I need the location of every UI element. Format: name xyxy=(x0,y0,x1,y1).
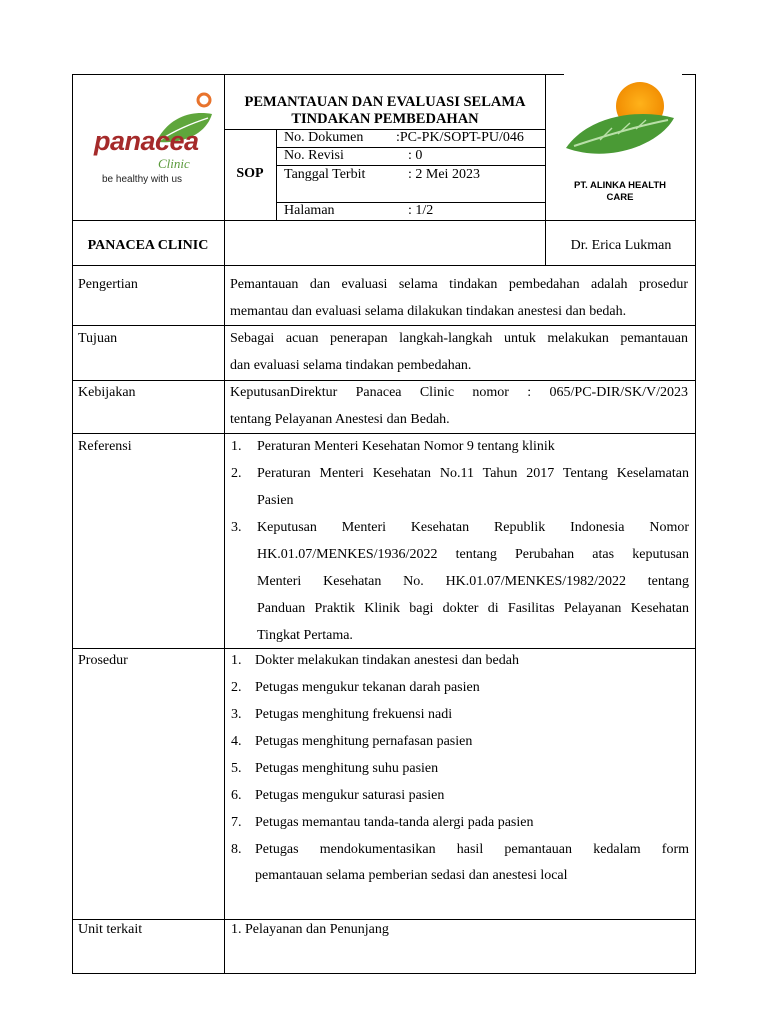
company-name xyxy=(560,180,680,204)
logo-name: panacea xyxy=(94,126,199,156)
section-label-unit-terkait: Unit terkait xyxy=(78,922,143,937)
section-label-referensi: Referensi xyxy=(78,439,132,454)
doc-number-value: :PC-PK/SOPT-PU/046 xyxy=(396,130,524,145)
revision-label: No. Revisi xyxy=(284,148,344,163)
rule xyxy=(72,973,696,974)
prosedur-item-1: Dokter melakukan tindakan anestesi dan bedah xyxy=(255,653,519,668)
referensi-item-3-line-1: Keputusan Menteri Kesehatan Republik Indonesia Nomor xyxy=(257,520,689,535)
rule xyxy=(276,129,277,221)
section-label-pengertian: Pengertian xyxy=(78,277,138,292)
pengertian-line-2: memantau dan evaluasi selama dilakukan tindakan anestesi dan bedah. xyxy=(230,304,627,319)
issue-date-value: : 2 Mei 2023 xyxy=(408,167,480,182)
prosedur-num-1: 1. xyxy=(231,653,242,668)
referensi-num-3: 3. xyxy=(231,520,242,535)
unit-terkait-value: 1. Pelayanan dan Penunjang xyxy=(231,922,389,937)
kebijakan-line-2: tentang Pelayanan Anestesi dan Bedah. xyxy=(230,412,450,427)
rule xyxy=(695,74,696,974)
referensi-item-3-line-4: Panduan Praktik Klinik bagi dokter di Fasilitas Pelayanan Kesehatan xyxy=(257,601,689,616)
prosedur-item-4: Petugas menghitung pernafasan pasien xyxy=(255,734,473,749)
prosedur-num-5: 5. xyxy=(231,761,242,776)
page-label: Halaman xyxy=(284,203,335,218)
doc-number-label: No. Dokumen xyxy=(284,130,364,145)
referensi-item-1: Peraturan Menteri Kesehatan Nomor 9 tentang klinik xyxy=(257,439,555,454)
rule xyxy=(72,220,696,221)
prosedur-item-3: Petugas menghitung frekuensi nadi xyxy=(255,707,453,722)
section-label-tujuan: Tujuan xyxy=(78,331,118,346)
prosedur-num-6: 6. xyxy=(231,788,242,803)
rule xyxy=(72,265,696,266)
prosedur-item-2: Petugas mengukur tekanan darah pasien xyxy=(255,680,480,695)
prosedur-item-8-line-1: Petugas mendokumentasikan hasil pemantauan kedalam form xyxy=(255,842,689,857)
clinic-name: PANACEA CLINIC xyxy=(87,238,209,253)
revision-value: : 0 xyxy=(408,148,423,163)
title-line-2: TINDAKAN PEMBEDAHAN xyxy=(291,111,479,127)
rule xyxy=(224,74,225,974)
referensi-item-3-line-2: HK.01.07/MENKES/1936/2022 tentang Perubahan atas keputusan xyxy=(257,547,689,562)
sop-label: SOP xyxy=(236,166,264,181)
prosedur-num-8: 8. xyxy=(231,842,242,857)
document-title xyxy=(224,94,546,128)
rule xyxy=(72,74,564,75)
kebijakan-line-1: KeputusanDirektur Panacea Clinic nomor : 065/PC-DIR/SK/V/2023 xyxy=(230,385,688,400)
prosedur-num-7: 7. xyxy=(231,815,242,830)
rule xyxy=(276,165,546,166)
logo-sub: Clinic xyxy=(158,156,190,171)
tujuan-line-2: dan evaluasi selama tindakan pembedahan. xyxy=(230,358,472,373)
sun-leaf-icon xyxy=(560,78,680,168)
pengertian-line-1: Pemantauan dan evaluasi selama tindakan pembedahan adalah prosedur xyxy=(230,277,688,292)
prosedur-num-3: 3. xyxy=(231,707,242,722)
signatory-name: Dr. Erica Lukman xyxy=(570,238,672,253)
prosedur-num-2: 2. xyxy=(231,680,242,695)
rule xyxy=(72,74,73,974)
prosedur-item-8-line-2: pemantauan selama pemberian sedasi dan anestesi local xyxy=(255,868,568,883)
company-name-line-1: PT. ALINKA HEALTH xyxy=(573,180,666,191)
referensi-num-1: 1. xyxy=(231,439,242,454)
title-line-1: PEMANTAUAN DAN EVALUASI SELAMA xyxy=(244,94,526,110)
issue-date-label: Tanggal Terbit xyxy=(284,167,366,182)
section-label-prosedur: Prosedur xyxy=(78,653,128,668)
referensi-item-3-line-3: Menteri Kesehatan No. HK.01.07/MENKES/1982/2022 tentang xyxy=(257,574,689,589)
company-name-line-2: CARE xyxy=(606,192,634,203)
alinka-logo xyxy=(560,78,680,208)
panacea-logo xyxy=(90,88,220,198)
referensi-item-2-line-2: Pasien xyxy=(257,493,294,508)
referensi-num-2: 2. xyxy=(231,466,242,481)
logo-tagline: be healthy with us xyxy=(102,174,183,185)
section-label-kebijakan: Kebijakan xyxy=(78,385,136,400)
referensi-item-3-line-5: Tingkat Pertama. xyxy=(257,628,353,643)
prosedur-item-6: Petugas mengukur saturasi pasien xyxy=(255,788,445,803)
prosedur-item-7: Petugas memantau tanda-tanda alergi pada pasien xyxy=(255,815,534,830)
prosedur-num-4: 4. xyxy=(231,734,242,749)
page-value: : 1/2 xyxy=(408,203,434,218)
prosedur-item-5: Petugas menghitung suhu pasien xyxy=(255,761,439,776)
referensi-item-2-line-1: Peraturan Menteri Kesehatan No.11 Tahun 2017 Tentang Keselamatan xyxy=(257,466,689,481)
tujuan-line-1: Sebagai acuan penerapan langkah-langkah untuk melakukan pemantauan xyxy=(230,331,688,346)
rule xyxy=(682,74,696,75)
